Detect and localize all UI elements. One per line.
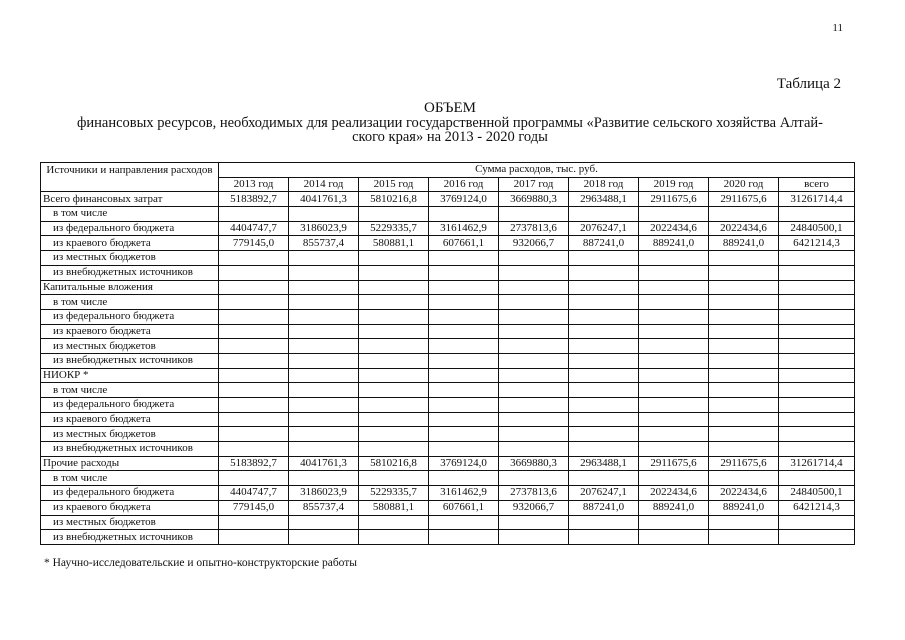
table-row xyxy=(41,486,855,501)
row-label: из краевого бюджета xyxy=(41,412,219,427)
value-cell xyxy=(429,530,499,545)
value-cell: 31261714,4 xyxy=(779,192,855,207)
value-cell xyxy=(289,412,359,427)
value-cell xyxy=(569,339,639,354)
value-cell xyxy=(289,339,359,354)
value-cell: 5810216,8 xyxy=(359,456,429,471)
value-cell xyxy=(779,383,855,398)
table-row xyxy=(41,530,855,545)
value-cell xyxy=(219,339,289,354)
value-cell: 4404747,7 xyxy=(219,486,289,501)
year-header-cell: 2013 год xyxy=(219,177,289,192)
row-label: Всего финансовых затрат xyxy=(41,192,219,207)
value-cell: 6421214,3 xyxy=(779,236,855,251)
value-cell: 779145,0 xyxy=(219,500,289,515)
value-cell xyxy=(569,471,639,486)
value-cell xyxy=(639,324,709,339)
value-cell xyxy=(499,368,569,383)
value-cell: 3669880,3 xyxy=(499,456,569,471)
value-cell xyxy=(639,295,709,310)
row-label: из местных бюджетов xyxy=(41,251,219,266)
value-cell xyxy=(289,295,359,310)
table-row xyxy=(41,192,855,207)
value-cell xyxy=(709,207,779,222)
row-label: из местных бюджетов xyxy=(41,339,219,354)
value-cell xyxy=(709,412,779,427)
year-header-cell: 2017 год xyxy=(499,177,569,192)
value-cell xyxy=(219,412,289,427)
value-cell xyxy=(429,398,499,413)
value-cell xyxy=(219,442,289,457)
value-cell xyxy=(219,515,289,530)
row-label: из федерального бюджета xyxy=(41,221,219,236)
value-cell xyxy=(359,383,429,398)
value-cell xyxy=(639,412,709,427)
value-cell xyxy=(499,339,569,354)
value-cell: 2737813,6 xyxy=(499,486,569,501)
value-cell xyxy=(639,427,709,442)
value-cell xyxy=(359,368,429,383)
value-cell xyxy=(709,368,779,383)
value-cell: 932066,7 xyxy=(499,236,569,251)
value-cell xyxy=(569,324,639,339)
value-cell xyxy=(569,442,639,457)
row-label: из федерального бюджета xyxy=(41,309,219,324)
value-cell xyxy=(429,412,499,427)
value-cell xyxy=(289,324,359,339)
value-cell xyxy=(289,265,359,280)
value-cell xyxy=(429,353,499,368)
value-cell xyxy=(779,324,855,339)
value-cell: 3769124,0 xyxy=(429,192,499,207)
value-cell xyxy=(359,471,429,486)
value-cell xyxy=(499,530,569,545)
value-cell xyxy=(779,295,855,310)
financial-resources-table xyxy=(40,162,855,545)
value-cell: 5183892,7 xyxy=(219,192,289,207)
value-cell xyxy=(219,471,289,486)
value-cell: 3161462,9 xyxy=(429,221,499,236)
value-cell xyxy=(359,324,429,339)
table-body xyxy=(41,192,855,545)
row-label: из местных бюджетов xyxy=(41,427,219,442)
value-cell xyxy=(499,309,569,324)
year-header-cell: 2016 год xyxy=(429,177,499,192)
value-cell: 580881,1 xyxy=(359,500,429,515)
value-cell xyxy=(499,471,569,486)
table-row xyxy=(41,442,855,457)
row-label: НИОКР * xyxy=(41,368,219,383)
value-cell xyxy=(569,295,639,310)
value-cell xyxy=(499,515,569,530)
value-cell xyxy=(359,442,429,457)
value-cell xyxy=(429,324,499,339)
value-cell: 2076247,1 xyxy=(569,486,639,501)
row-label: из внебюджетных источников xyxy=(41,353,219,368)
value-cell xyxy=(779,339,855,354)
table-row xyxy=(41,236,855,251)
value-cell xyxy=(359,309,429,324)
value-cell xyxy=(499,265,569,280)
value-cell xyxy=(499,353,569,368)
table-row xyxy=(41,368,855,383)
table-row xyxy=(41,221,855,236)
value-cell xyxy=(499,383,569,398)
value-cell: 887241,0 xyxy=(569,500,639,515)
value-cell: 2737813,6 xyxy=(499,221,569,236)
value-cell: 3186023,9 xyxy=(289,486,359,501)
value-cell: 5229335,7 xyxy=(359,221,429,236)
row-label: из федерального бюджета xyxy=(41,398,219,413)
value-cell xyxy=(359,398,429,413)
value-cell xyxy=(499,427,569,442)
value-cell xyxy=(289,353,359,368)
row-label: Прочие расходы xyxy=(41,456,219,471)
value-cell: 5810216,8 xyxy=(359,192,429,207)
value-cell xyxy=(429,339,499,354)
table-row xyxy=(41,339,855,354)
table-row xyxy=(41,353,855,368)
value-cell xyxy=(289,280,359,295)
value-cell xyxy=(289,207,359,222)
year-header-cell: 2019 год xyxy=(639,177,709,192)
value-cell xyxy=(219,295,289,310)
year-header-cell: 2014 год xyxy=(289,177,359,192)
value-cell xyxy=(569,398,639,413)
title-line-1: ОБЪЕМ xyxy=(424,100,476,116)
value-cell xyxy=(429,295,499,310)
value-cell xyxy=(219,353,289,368)
value-cell xyxy=(639,383,709,398)
value-cell xyxy=(569,265,639,280)
row-label: из местных бюджетов xyxy=(41,515,219,530)
value-cell xyxy=(709,383,779,398)
table-row xyxy=(41,324,855,339)
value-cell xyxy=(779,353,855,368)
row-label: из внебюджетных источников xyxy=(41,265,219,280)
value-cell xyxy=(359,339,429,354)
value-cell: 2911675,6 xyxy=(709,192,779,207)
table-label: Таблица 2 xyxy=(776,76,841,92)
value-cell: 5229335,7 xyxy=(359,486,429,501)
value-cell xyxy=(569,251,639,266)
value-cell xyxy=(219,368,289,383)
value-cell: 3186023,9 xyxy=(289,221,359,236)
value-cell xyxy=(709,442,779,457)
value-cell xyxy=(709,280,779,295)
value-cell xyxy=(219,309,289,324)
value-cell: 4041761,3 xyxy=(289,456,359,471)
row-label: в том числе xyxy=(41,295,219,310)
value-cell xyxy=(569,530,639,545)
value-cell xyxy=(499,324,569,339)
row-label: из краевого бюджета xyxy=(41,500,219,515)
value-cell xyxy=(569,412,639,427)
value-cell xyxy=(779,515,855,530)
value-cell: 607661,1 xyxy=(429,236,499,251)
value-cell xyxy=(639,368,709,383)
row-label: из внебюджетных источников xyxy=(41,442,219,457)
value-cell xyxy=(289,398,359,413)
value-cell: 779145,0 xyxy=(219,236,289,251)
value-cell xyxy=(429,442,499,457)
value-cell xyxy=(219,207,289,222)
value-cell xyxy=(499,251,569,266)
value-cell xyxy=(359,207,429,222)
value-cell: 31261714,4 xyxy=(779,456,855,471)
value-cell xyxy=(219,251,289,266)
value-cell: 2963488,1 xyxy=(569,456,639,471)
value-cell: 889241,0 xyxy=(639,236,709,251)
value-cell: 889241,0 xyxy=(709,236,779,251)
value-cell: 4404747,7 xyxy=(219,221,289,236)
value-cell: 4041761,3 xyxy=(289,192,359,207)
row-label: из краевого бюджета xyxy=(41,236,219,251)
value-cell xyxy=(429,383,499,398)
source-column-header: Источники и направления расходов xyxy=(41,163,219,192)
value-cell xyxy=(499,280,569,295)
value-cell xyxy=(709,265,779,280)
table-row xyxy=(41,398,855,413)
value-cell xyxy=(639,309,709,324)
table-row xyxy=(41,412,855,427)
value-cell xyxy=(709,530,779,545)
value-cell xyxy=(219,280,289,295)
value-cell xyxy=(709,339,779,354)
table-row xyxy=(41,295,855,310)
row-label: в том числе xyxy=(41,471,219,486)
value-cell xyxy=(289,442,359,457)
value-cell xyxy=(639,251,709,266)
value-cell xyxy=(219,265,289,280)
value-cell xyxy=(639,442,709,457)
year-header-cell: 2018 год xyxy=(569,177,639,192)
value-cell xyxy=(219,398,289,413)
table-row xyxy=(41,471,855,486)
value-cell xyxy=(709,251,779,266)
footnote: * Научно-исследовательские и опытно-конструкторские работы xyxy=(44,557,358,569)
value-cell: 887241,0 xyxy=(569,236,639,251)
value-cell: 2963488,1 xyxy=(569,192,639,207)
value-cell xyxy=(639,471,709,486)
value-cell xyxy=(499,207,569,222)
value-cell xyxy=(639,339,709,354)
year-header-cell: 2020 год xyxy=(709,177,779,192)
value-cell xyxy=(639,398,709,413)
value-cell xyxy=(779,412,855,427)
value-cell: 889241,0 xyxy=(709,500,779,515)
value-cell xyxy=(219,383,289,398)
value-cell: 855737,4 xyxy=(289,500,359,515)
value-cell xyxy=(779,251,855,266)
value-cell xyxy=(779,265,855,280)
value-cell xyxy=(359,427,429,442)
value-cell xyxy=(289,471,359,486)
value-cell: 2911675,6 xyxy=(709,456,779,471)
value-cell: 3669880,3 xyxy=(499,192,569,207)
value-cell xyxy=(289,383,359,398)
value-cell xyxy=(219,530,289,545)
value-cell xyxy=(779,530,855,545)
value-cell xyxy=(359,412,429,427)
row-label: в том числе xyxy=(41,207,219,222)
table-header xyxy=(41,163,855,192)
value-cell xyxy=(289,368,359,383)
value-cell xyxy=(499,412,569,427)
value-cell xyxy=(569,383,639,398)
value-cell xyxy=(639,207,709,222)
value-cell xyxy=(639,280,709,295)
value-cell xyxy=(289,515,359,530)
value-cell xyxy=(709,353,779,368)
value-cell xyxy=(569,353,639,368)
value-cell: 2911675,6 xyxy=(639,456,709,471)
year-header-cell: 2015 год xyxy=(359,177,429,192)
value-cell: 3769124,0 xyxy=(429,456,499,471)
value-cell xyxy=(289,251,359,266)
row-label: из федерального бюджета xyxy=(41,486,219,501)
table-row xyxy=(41,383,855,398)
table-row xyxy=(41,251,855,266)
value-cell xyxy=(709,295,779,310)
value-cell xyxy=(569,515,639,530)
value-cell: 2022434,6 xyxy=(639,221,709,236)
value-cell xyxy=(359,265,429,280)
value-cell xyxy=(779,398,855,413)
value-cell: 2022434,6 xyxy=(639,486,709,501)
value-cell: 932066,7 xyxy=(499,500,569,515)
value-cell xyxy=(709,515,779,530)
value-cell xyxy=(709,324,779,339)
value-cell: 2076247,1 xyxy=(569,221,639,236)
value-cell: 3161462,9 xyxy=(429,486,499,501)
row-label: из внебюджетных источников xyxy=(41,530,219,545)
year-header-cell: всего xyxy=(779,177,855,192)
value-cell xyxy=(429,368,499,383)
value-cell: 24840500,1 xyxy=(779,486,855,501)
value-cell xyxy=(429,309,499,324)
value-cell xyxy=(429,265,499,280)
value-cell xyxy=(429,251,499,266)
title-line-3: ского края» на 2013 - 2020 годы xyxy=(352,129,548,145)
value-cell xyxy=(289,427,359,442)
table-row xyxy=(41,427,855,442)
value-cell xyxy=(569,309,639,324)
value-cell xyxy=(639,353,709,368)
value-cell xyxy=(639,530,709,545)
value-cell: 889241,0 xyxy=(639,500,709,515)
value-cell xyxy=(709,471,779,486)
value-cell xyxy=(779,471,855,486)
row-label: Капитальные вложения xyxy=(41,280,219,295)
value-cell xyxy=(499,442,569,457)
value-cell xyxy=(429,207,499,222)
value-cell xyxy=(569,427,639,442)
value-cell: 580881,1 xyxy=(359,236,429,251)
page-number: 11 xyxy=(832,22,843,34)
value-cell xyxy=(429,471,499,486)
value-cell xyxy=(359,251,429,266)
value-cell xyxy=(569,368,639,383)
value-cell: 2022434,6 xyxy=(709,486,779,501)
table-row xyxy=(41,456,855,471)
value-cell xyxy=(709,398,779,413)
table-row xyxy=(41,280,855,295)
value-cell xyxy=(569,207,639,222)
value-cell xyxy=(359,295,429,310)
value-cell xyxy=(569,280,639,295)
value-cell: 2911675,6 xyxy=(639,192,709,207)
value-cell xyxy=(499,295,569,310)
value-cell xyxy=(429,427,499,442)
value-cell xyxy=(499,398,569,413)
value-cell: 855737,4 xyxy=(289,236,359,251)
value-cell xyxy=(779,309,855,324)
value-cell xyxy=(709,427,779,442)
value-cell: 607661,1 xyxy=(429,500,499,515)
value-cell xyxy=(359,280,429,295)
value-cell xyxy=(779,442,855,457)
title-line-2: финансовых ресурсов, необходимых для реализации государственной программы «Развитие сельского хозяйства Алтай- xyxy=(77,115,823,131)
value-cell xyxy=(359,515,429,530)
value-cell xyxy=(289,309,359,324)
sum-column-header: Сумма расходов, тыс. руб. xyxy=(219,163,855,178)
value-cell xyxy=(709,309,779,324)
table-row xyxy=(41,265,855,280)
row-label: из краевого бюджета xyxy=(41,324,219,339)
value-cell xyxy=(359,530,429,545)
value-cell xyxy=(639,265,709,280)
value-cell xyxy=(779,368,855,383)
value-cell: 24840500,1 xyxy=(779,221,855,236)
table-row xyxy=(41,515,855,530)
value-cell xyxy=(779,207,855,222)
row-label: в том числе xyxy=(41,383,219,398)
value-cell xyxy=(289,530,359,545)
value-cell xyxy=(779,427,855,442)
value-cell xyxy=(639,515,709,530)
value-cell xyxy=(429,515,499,530)
document-title xyxy=(40,100,860,144)
value-cell: 2022434,6 xyxy=(709,221,779,236)
value-cell xyxy=(429,280,499,295)
table-row xyxy=(41,207,855,222)
value-cell xyxy=(219,324,289,339)
value-cell: 6421214,3 xyxy=(779,500,855,515)
value-cell xyxy=(359,353,429,368)
value-cell xyxy=(779,280,855,295)
value-cell: 5183892,7 xyxy=(219,456,289,471)
table-row xyxy=(41,500,855,515)
value-cell xyxy=(219,427,289,442)
table-row xyxy=(41,309,855,324)
